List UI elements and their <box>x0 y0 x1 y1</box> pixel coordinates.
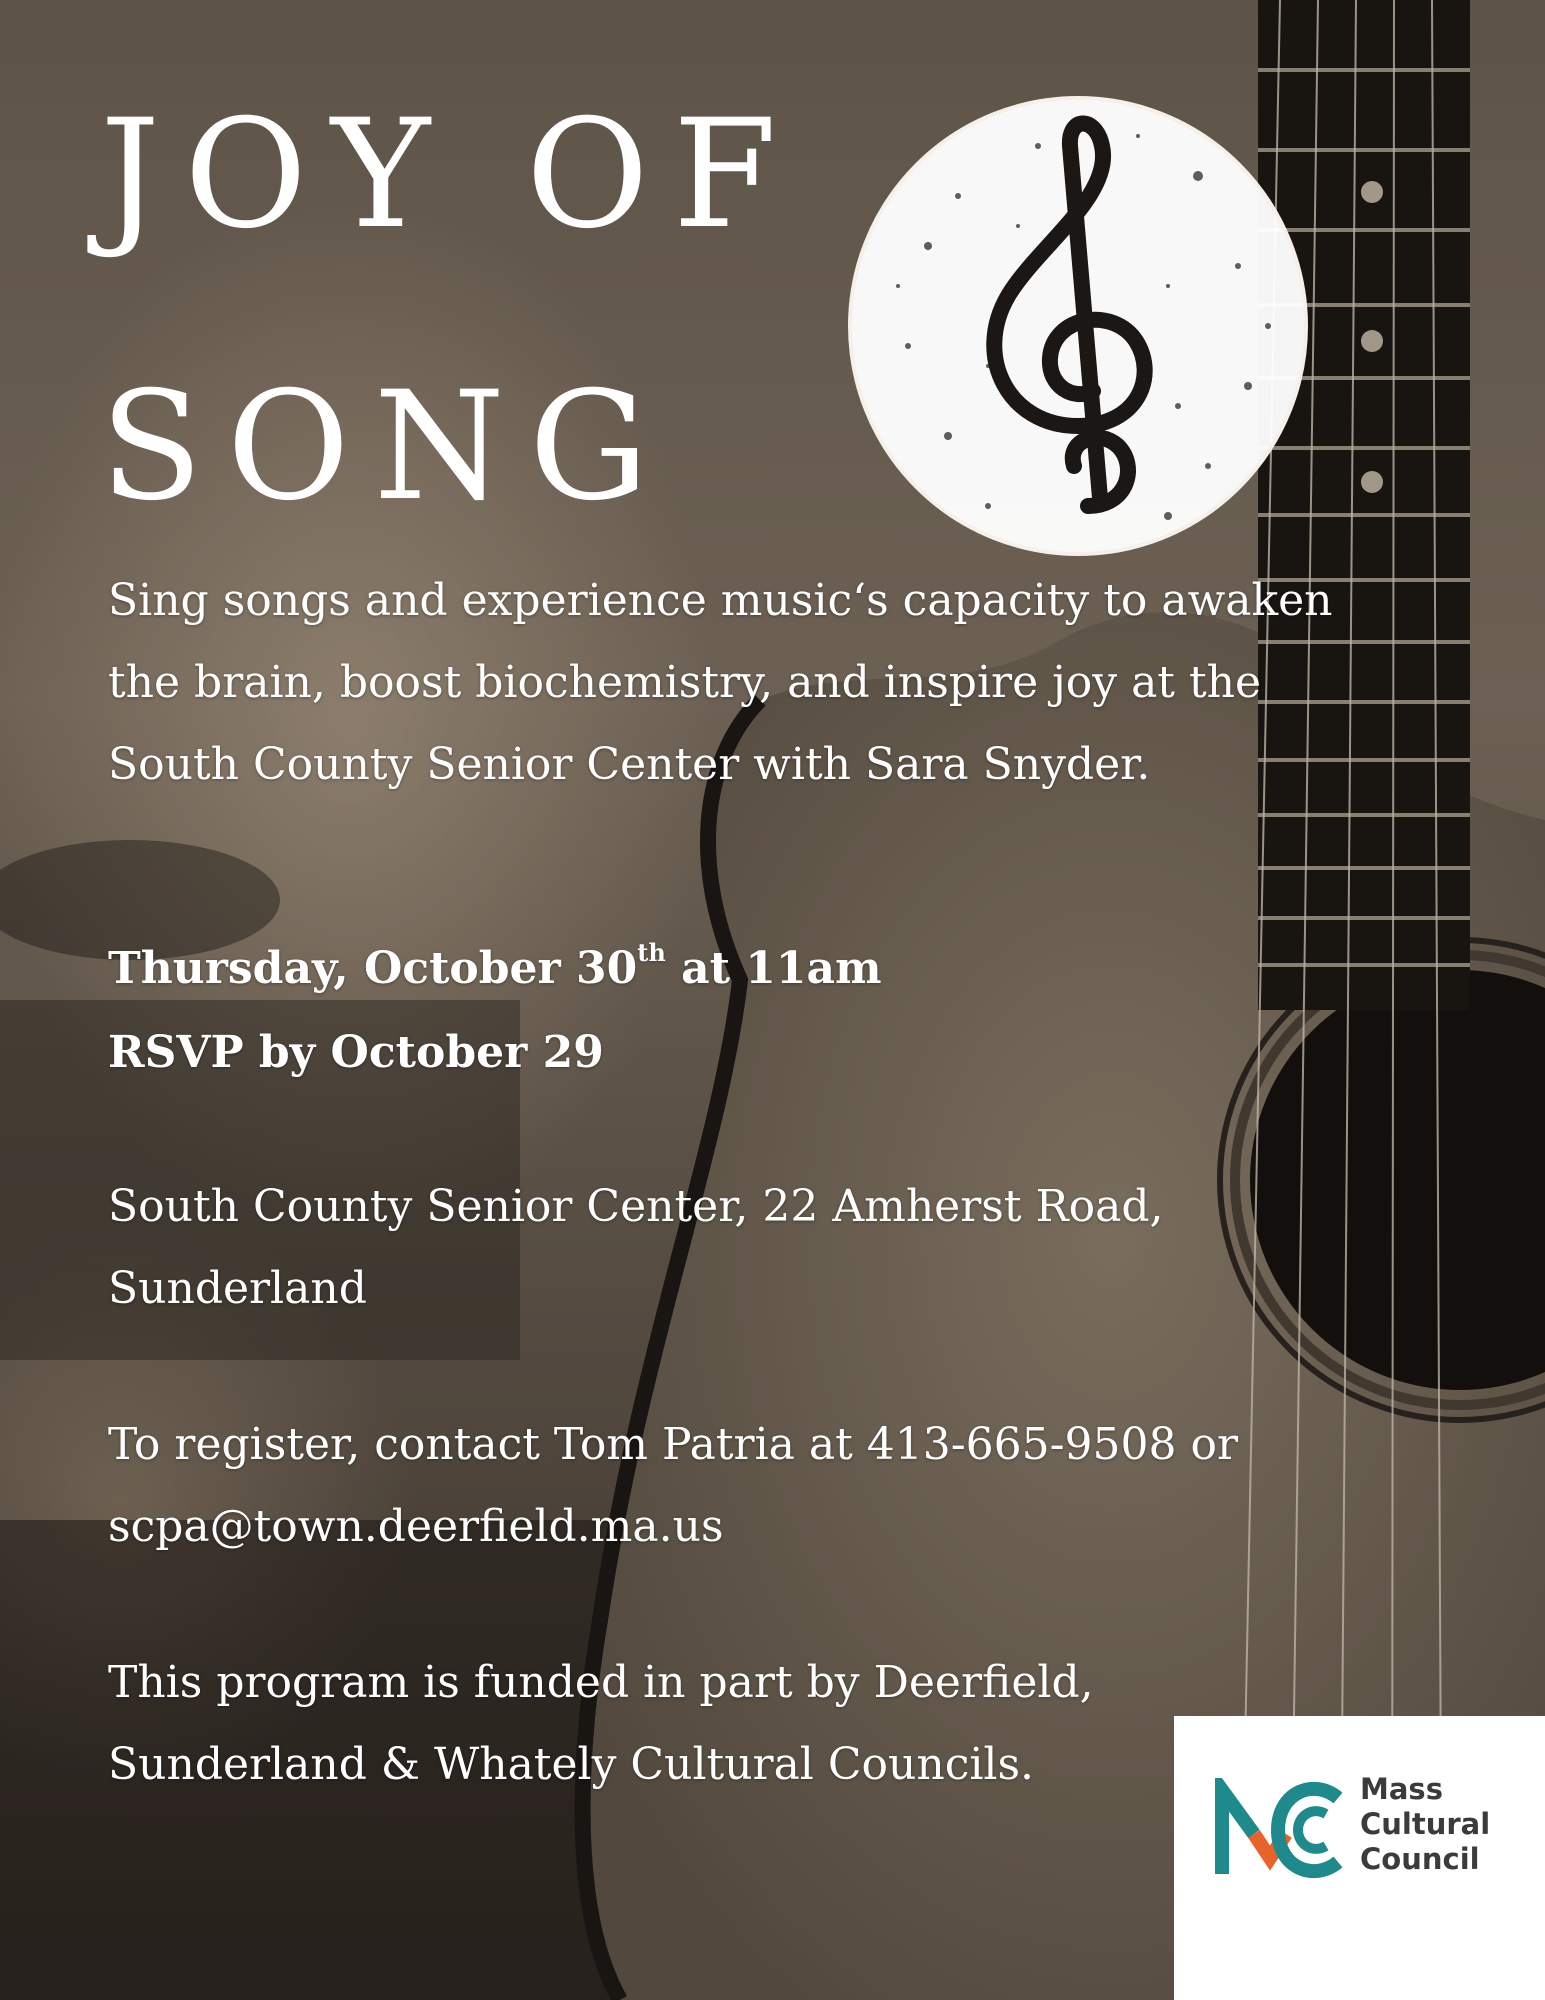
funding-line-1: This program is funded in part by Deerfield, <box>108 1657 1094 1708</box>
rsvp-deadline: RSVP by October 29 <box>108 1027 604 1078</box>
event-date-prefix: Thursday, October 30 <box>108 943 638 994</box>
contact-email: scpa@town.deerfield.ma.us <box>108 1501 724 1552</box>
title-line-2: SONG <box>100 360 673 534</box>
contact-line-1: To register, contact Tom Patria at 413-665-9508 or <box>108 1419 1238 1470</box>
title-line-1: JOY OF <box>100 88 801 262</box>
mass-cultural-council-logo <box>1214 1778 1344 1882</box>
treble-clef-icon <box>838 86 1318 566</box>
sponsor-name-line-1: Mass <box>1360 1772 1443 1806</box>
event-date-ordinal: th <box>637 938 666 967</box>
location-line-1: South County Senior Center, 22 Amherst Road, <box>108 1181 1164 1232</box>
sponsor-name-line-3: Council <box>1360 1842 1480 1876</box>
event-time: at 11am <box>665 943 882 994</box>
sponsor-logo-box <box>1174 1716 1545 2000</box>
event-date <box>108 928 882 1010</box>
description-line-3: South County Senior Center with Sara Snyder. <box>108 739 1151 790</box>
sponsor-name <box>1360 1772 1490 1877</box>
sponsor-name-line-2: Cultural <box>1360 1807 1491 1841</box>
location-line-2: Sunderland <box>108 1263 367 1314</box>
funding-line-2: Sunderland & Whately Cultural Councils. <box>108 1739 1035 1790</box>
description-line-2: the brain, boost biochemistry, and inspire joy at the <box>108 657 1262 708</box>
description-line-1: Sing songs and experience music‘s capacity to awaken <box>108 575 1333 626</box>
